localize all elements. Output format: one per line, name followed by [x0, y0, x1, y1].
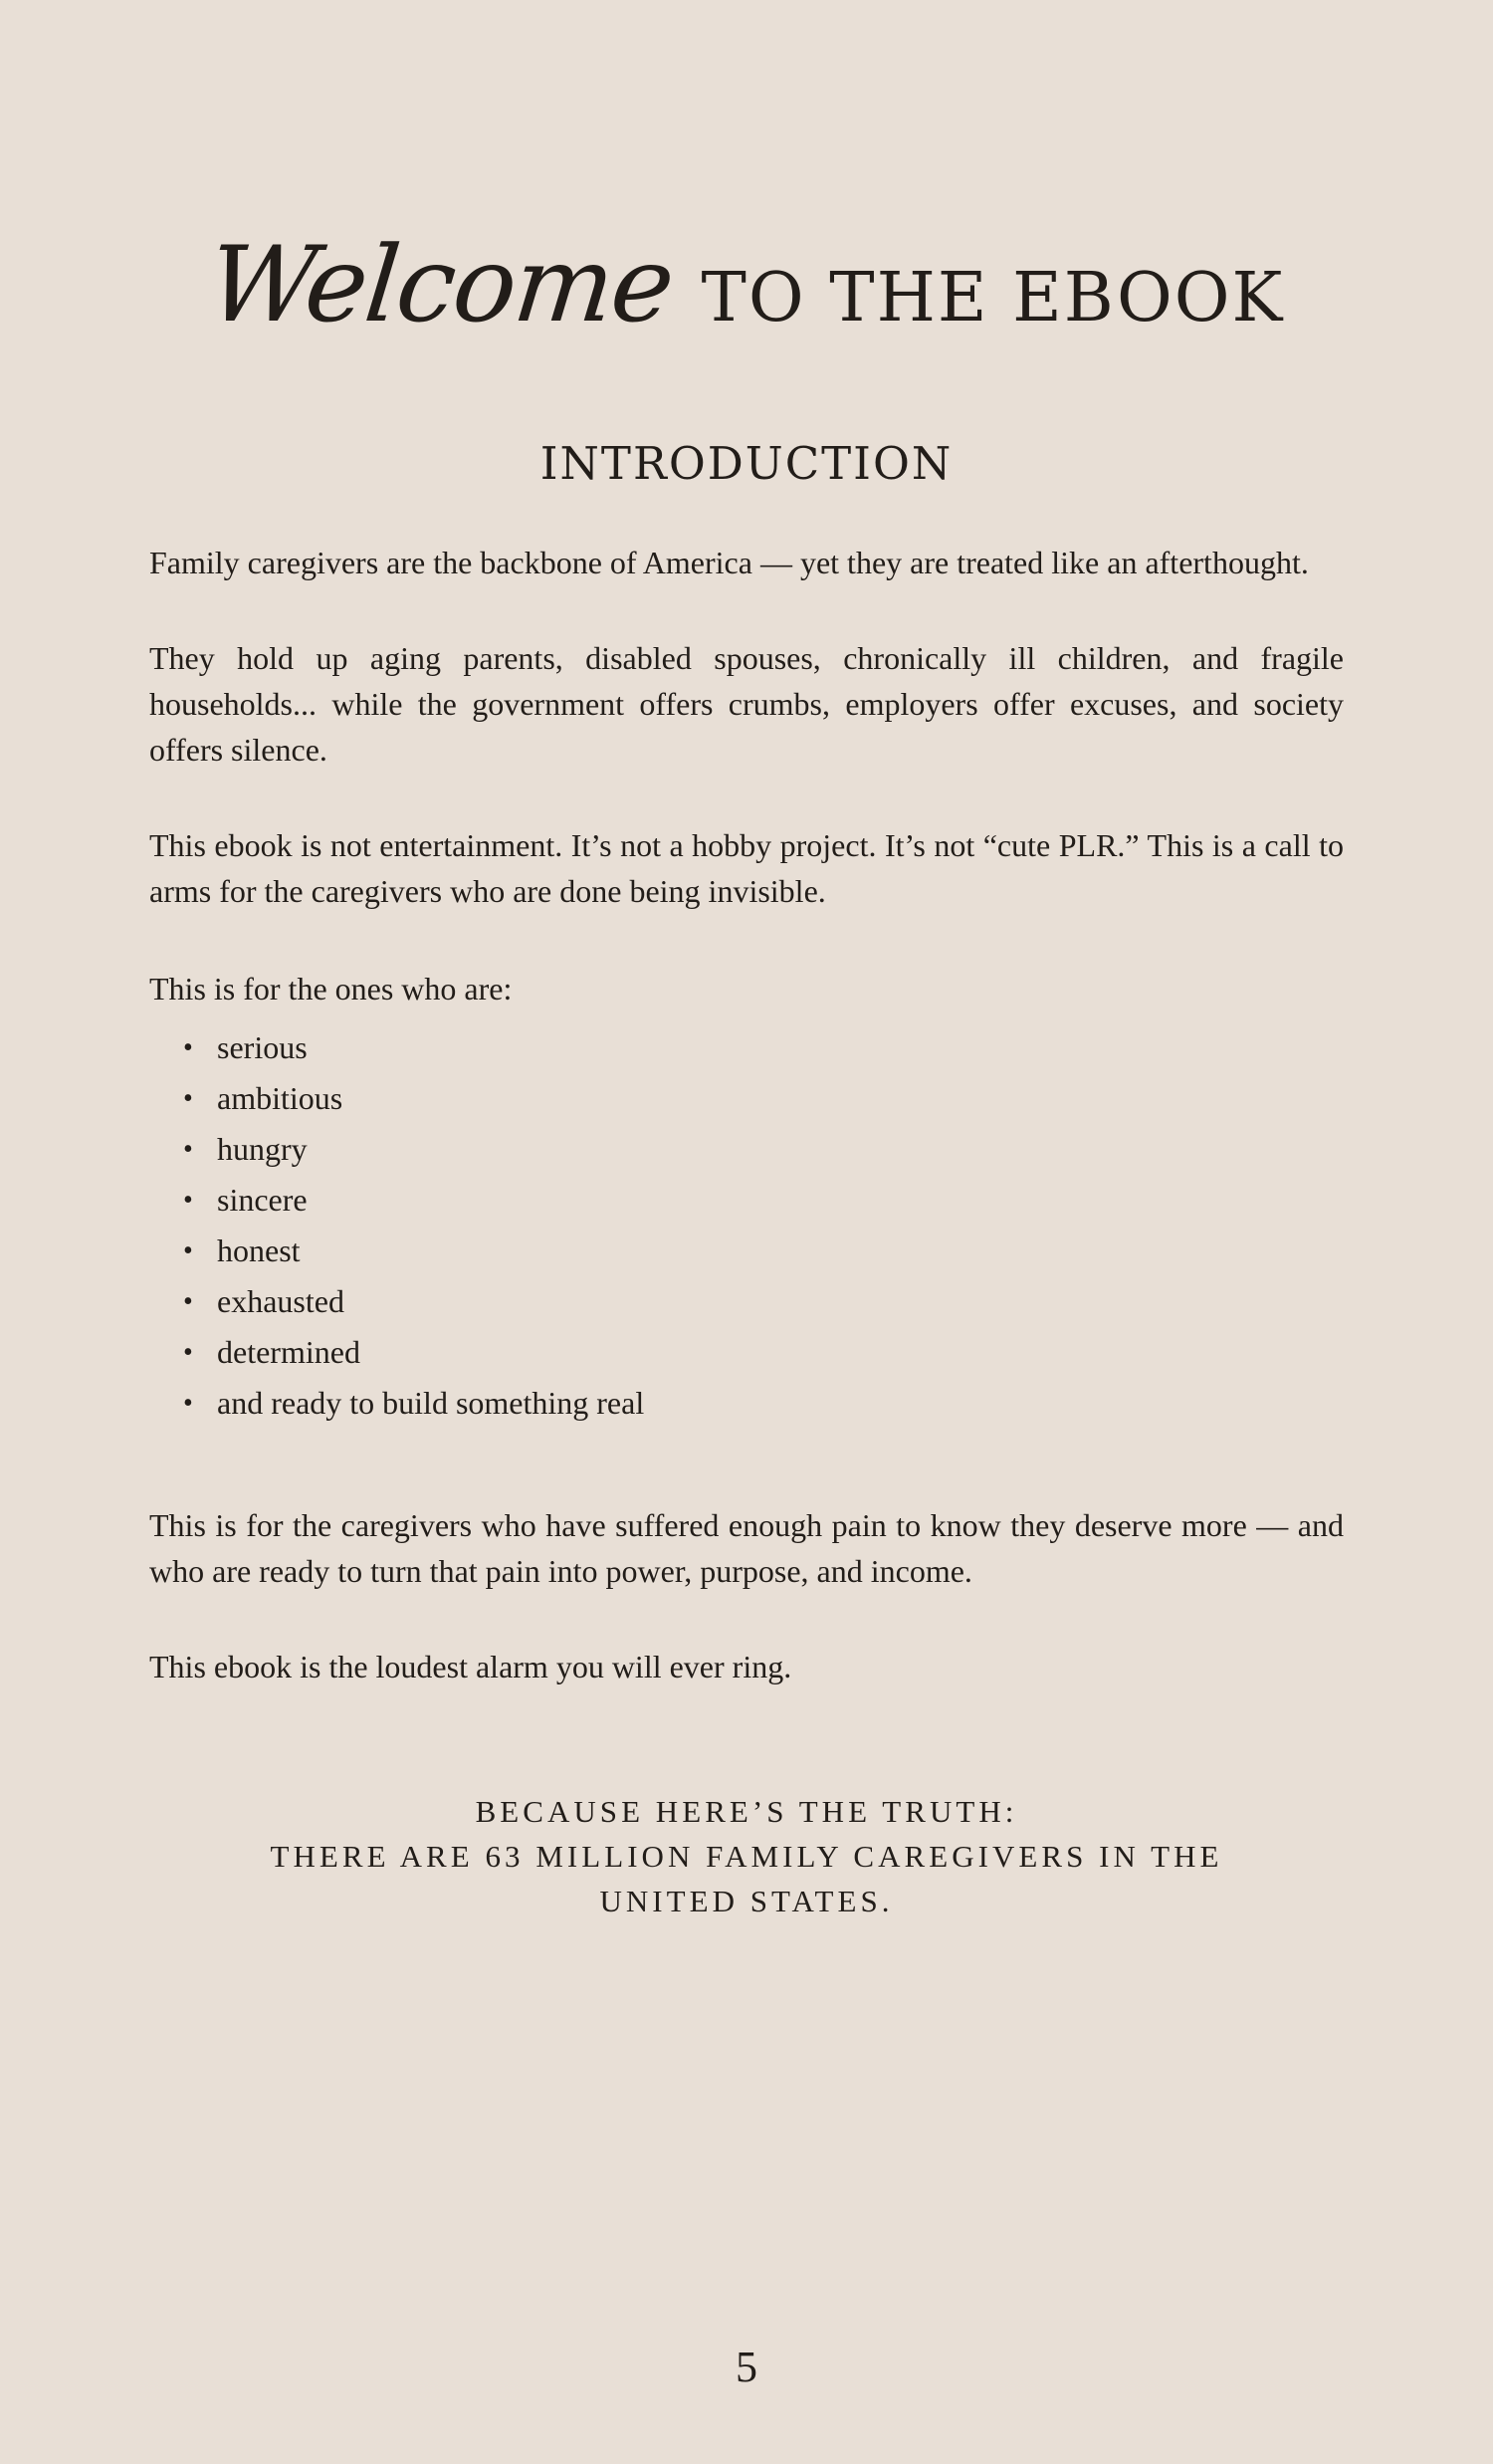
callout-line: BECAUSE HERE’S THE TRUTH: — [475, 1793, 1018, 1829]
paragraph: This is for the caregivers who have suffered enough pain to know they deserve more — and who are ready to turn that pain into power, purpose, and income. — [149, 1506, 1344, 1589]
list-intro: This is for the ones who are: — [149, 971, 513, 1008]
list-item-label: ambitious — [217, 1079, 343, 1116]
list-item — [183, 1073, 1344, 1124]
list-item-label: determined — [217, 1333, 360, 1370]
bullet-icon: • — [183, 1336, 193, 1368]
feature-list — [149, 1022, 1344, 1429]
title-script-word: Welcome — [202, 224, 678, 345]
list-item-label: and ready to build something real — [217, 1384, 645, 1421]
bullet-icon: • — [183, 1082, 193, 1114]
paragraph: Family caregivers are the backbone of America — yet they are treated like an afterthought. — [149, 545, 1309, 580]
list-item — [183, 1226, 1344, 1276]
bullet-icon: • — [183, 1285, 193, 1317]
bullet-icon: • — [183, 1133, 193, 1165]
list-item-label: honest — [217, 1232, 301, 1268]
bullet-icon: • — [183, 1234, 193, 1266]
bullet-icon: • — [183, 1387, 193, 1419]
list-item-label: sincere — [217, 1181, 308, 1218]
title-caps-text: TO THE EBOOK — [701, 259, 1285, 337]
page-number: 5 — [736, 2343, 757, 2391]
list-item — [183, 1276, 1344, 1327]
callout-line: THERE ARE 63 MILLION FAMILY CAREGIVERS IN THE — [270, 1839, 1223, 1875]
paragraph: They hold up aging parents, disabled spouses, chronically ill children, and fragile households... while the government offers crumbs, employers offer excuses, and society offers silence. — [149, 640, 1344, 769]
callout-truth-statement — [149, 1789, 1344, 1924]
section-heading: INTRODUCTION — [539, 437, 954, 490]
list-item-label: serious — [217, 1028, 308, 1065]
list-item — [183, 1124, 1344, 1175]
bullet-icon: • — [183, 1031, 193, 1063]
paragraph: This ebook is the loudest alarm you will ever ring. — [149, 1648, 792, 1684]
list-item — [183, 1327, 1344, 1378]
callout-line: UNITED STATES. — [599, 1884, 894, 1919]
list-item-label: hungry — [217, 1130, 308, 1167]
ebook-page — [0, 224, 1493, 2464]
list-item — [183, 1378, 1344, 1429]
paragraph: This ebook is not entertainment. It’s not a hobby project. It’s not “cute PLR.” This is a call to arms for the caregivers who are done being invisible. — [149, 827, 1344, 910]
list-item — [183, 1022, 1344, 1073]
list-item-label: exhausted — [217, 1282, 344, 1319]
bullet-icon: • — [183, 1184, 193, 1216]
page-title — [149, 224, 1344, 345]
list-item — [183, 1175, 1344, 1226]
